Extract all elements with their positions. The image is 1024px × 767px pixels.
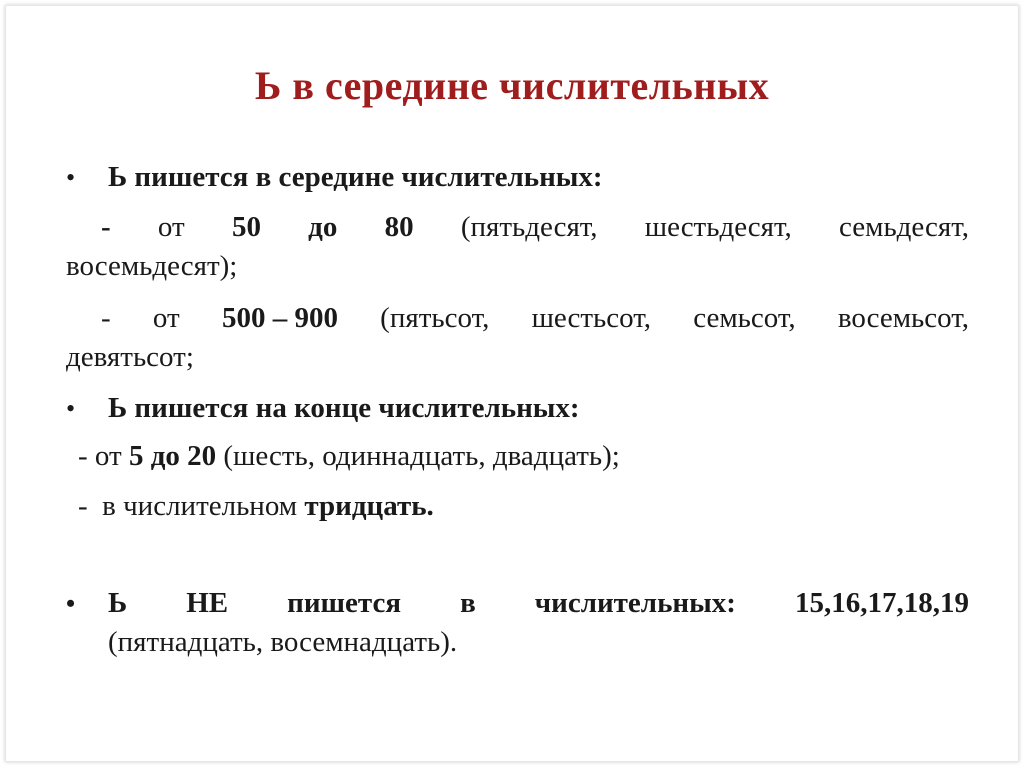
example-word: шестьдесят, [644,211,792,243]
number-50: 50 [231,211,261,243]
dash: - [101,302,111,334]
bullet-1 [66,159,966,196]
to-word: до [308,211,338,243]
sub-item-4 [78,488,434,524]
example-word: семьдесят, [839,211,969,243]
bullet-marker: • [66,589,76,618]
example-word: семьсот, [693,302,796,334]
sub-item-2-line-2: девятьсот; [66,341,194,373]
word-thirty: тридцать. [304,490,434,522]
bullet-3-word: в [460,587,476,619]
bullet-3-word: пишется [287,587,402,619]
bullet-3-line-2: (пятнадцать, восемнадцать). [108,626,458,658]
bullet-2 [66,390,966,427]
number-80: 80 [384,211,414,243]
from-word: от [152,302,180,334]
example-word: восемьсот, [837,302,969,334]
from-word: от [157,211,185,243]
number-range: 500 – 900 [221,302,338,334]
sub-item-3 [78,438,620,474]
bullet-marker: • [66,163,76,192]
bullet-3-word: числительных: [534,587,736,619]
bullet-3-line-1 [66,585,969,622]
bullet-3-first [66,585,127,622]
example-word: (пятьдесят, [460,211,598,243]
example-word: (пятьсот, [380,302,490,334]
bullet-3-word: НЕ [186,587,229,619]
sub-item-3-prefix: - от [78,440,129,472]
example-word: шестьсот, [531,302,651,334]
sub-item-4-prefix: - в числительном [78,490,305,522]
sub-item-1-line-1 [101,209,969,245]
bullet-3-word: Ь [108,587,128,619]
sub-item-2-line-1 [101,300,969,336]
slide-title: Ь в середине числительных [254,63,770,108]
sub-item-1-line-2: восемьдесят); [66,250,238,282]
sub-item-3-examples: (шесть, одиннадцать, двадцать); [216,440,620,472]
bullet-1-text: Ь пишется в середине числительных: [108,161,603,193]
dash: - [101,211,111,243]
bullet-3-numbers: 15,16,17,18,19 [794,587,969,619]
slide [5,5,1019,762]
number-range: 5 до 20 [128,440,217,472]
bullet-2-text: Ь пишется на конце числительных: [108,392,580,424]
bullet-marker: • [66,394,76,423]
